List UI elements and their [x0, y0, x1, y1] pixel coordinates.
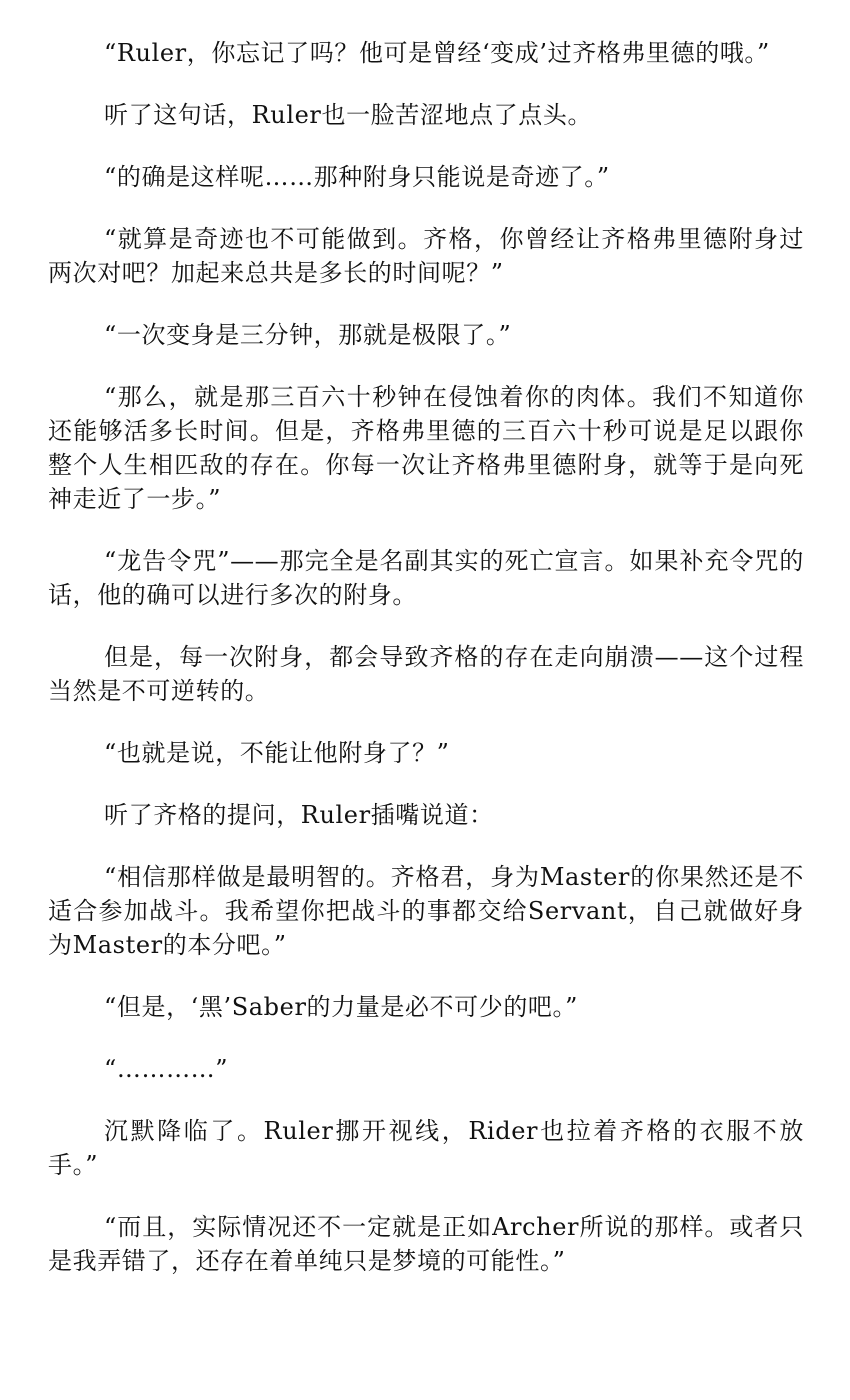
paragraph-4: “就算是奇迹也不可能做到。齐格，你曾经让齐格弗里德附身过两次对吧？加起来总共是多长的时间呢？” — [48, 225, 804, 287]
paragraph-12: “但是，‘黑’Saber的力量是必不可少的吧。” — [104, 993, 578, 1021]
paragraph-10: 听了齐格的提问，Ruler插嘴说道： — [104, 801, 494, 829]
paragraph-1: “Ruler，你忘记了吗？他可是曾经‘变成’过齐格弗里德的哦。” — [104, 39, 770, 67]
paragraph-2: 听了这句话，Ruler也一脸苦涩地点了点头。 — [104, 101, 593, 129]
paragraph-15: “而且，实际情况还不一定就是正如Archer所说的那样。或者只是我弄错了，还存在着单纯只是梦境的可能性。” — [48, 1213, 804, 1275]
paragraph-11: “相信那样做是最明智的。齐格君，身为Master的你果然还是不适合参加战斗。我希望你把战斗的事都交给Servant，自己就做好身为Master的本分吧。” — [48, 863, 804, 959]
document-page — [48, 36, 804, 1306]
paragraph-13: “…………” — [104, 1055, 229, 1083]
paragraph-7: “龙告令咒”——那完全是名副其实的死亡宣言。如果补充令咒的话，他的确可以进行多次的附身。 — [48, 547, 804, 609]
paragraph-8: 但是，每一次附身，都会导致齐格的存在走向崩溃——这个过程当然是不可逆转的。 — [48, 643, 804, 705]
paragraph-6: “那么，就是那三百六十秒钟在侵蚀着你的肉体。我们不知道你还能够活多长时间。但是，齐格弗里德的三百六十秒可说是足以跟你整个人生相匹敌的存在。你每一次让齐格弗里德附身，就等于是向死神走近了一步。” — [48, 383, 804, 513]
paragraph-3: “的确是这样呢……那种附身只能说是奇迹了。” — [104, 163, 610, 191]
paragraph-14: 沉默降临了。Ruler挪开视线，Rider也拉着齐格的衣服不放手。” — [48, 1117, 804, 1179]
paragraph-5: “一次变身是三分钟，那就是极限了。” — [104, 321, 512, 349]
paragraph-9: “也就是说，不能让他附身了？” — [104, 739, 450, 767]
